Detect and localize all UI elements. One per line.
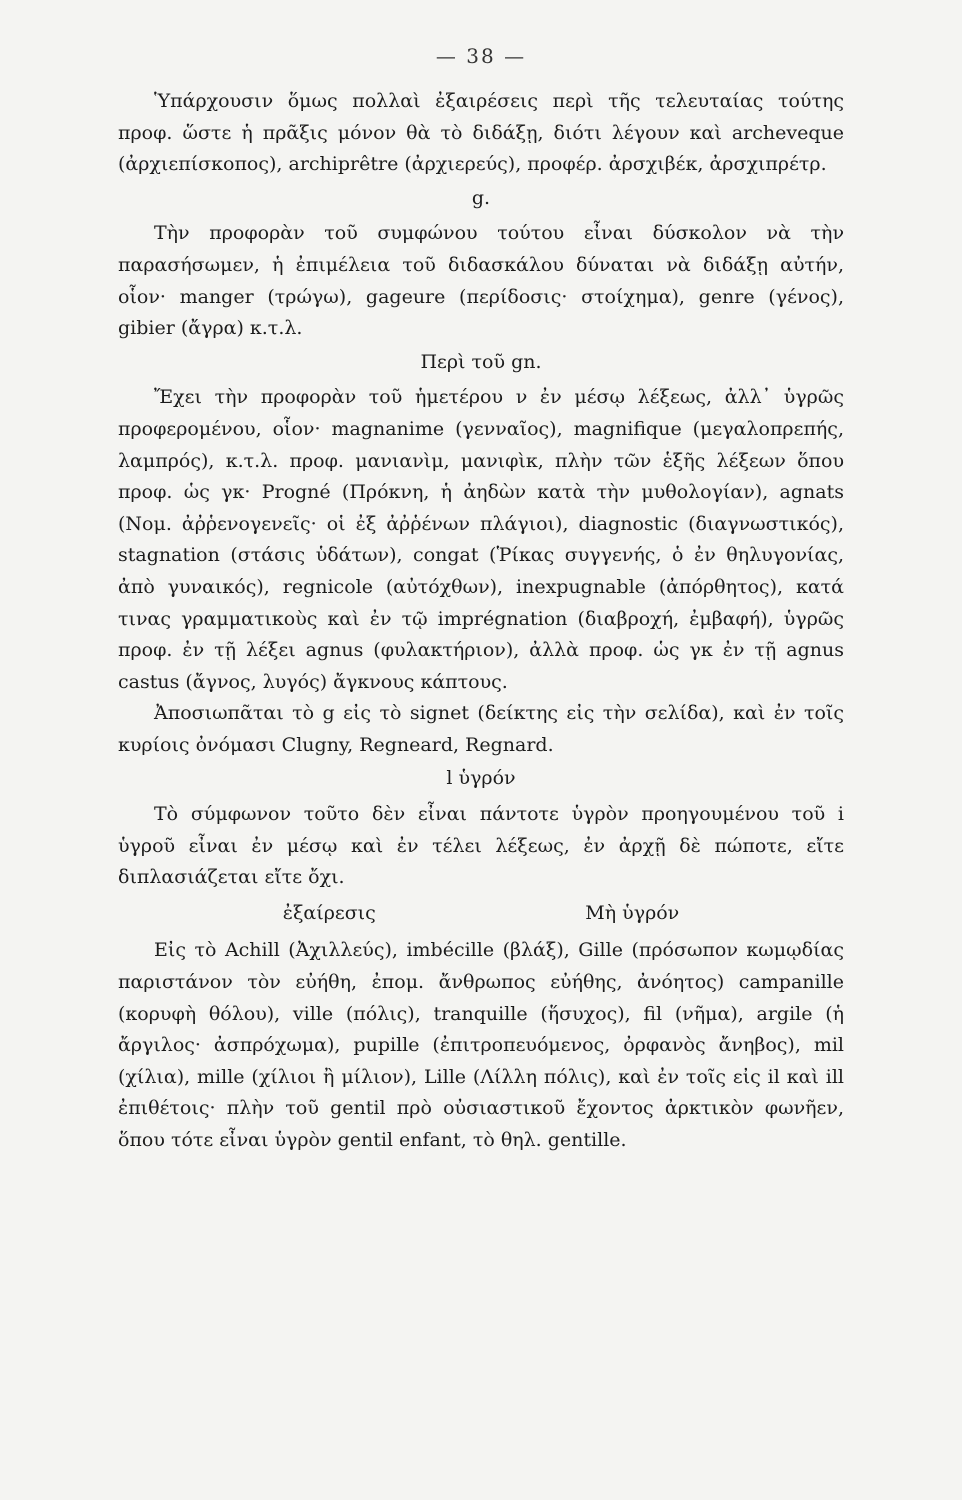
gn-paragraph-2: Ἀποσιωπᾶται τὸ g εἰς τὸ signet (δείκτης εἰς τὴν σελίδα), καὶ ἐν τοῖς κυρίοις ὀνόμασι Clugny, Regneard, Regnard. [118, 702, 844, 756]
l-paragraph: Τὸ σύμφωνον τοῦτο δὲν εἶναι πάντοτε ὑγρὸν προηγουμένου τοῦ i ὑγροῦ εἶναι ἐν μέσῳ καὶ ἐν τέλει λέξεως, ἐν ἀρχῇ δὲ πώποτε, εἴτε διπλασιάζεται εἴτε ὄχι. [118, 803, 844, 889]
section-heading-l: l ὑγρόν [446, 767, 516, 790]
exceptions-paragraph: Εἰς τὸ Achill (Ἀχιλλεύς), imbécille (βλάξ), Gille (πρόσωπον κωμῳδίας παριστάνον τὸν εὐήθη, ἐπομ. ἄνθρωπος εὐήθης, ἀνόητος) campanille (κορυφὴ θόλου), ville (πόλις), tranquille (ἥσυχος), fil (νῆμα), argile (ἡ ἄργιλος· ἀσπρόχωμα), pupille (ἐπιτροπευόμενος, ὀρφανὸς ἄνηβος), mil (χίλια), mille (χίλιοι ἢ μίλιον), Lille (Λίλλη πόλις), καὶ ἐν τοῖς εἰς il καὶ ill ἐπιθέτοις· πλὴν τοῦ gentil πρὸ οὐσιαστικοῦ ἔχοντος ἀρκτικὸν φωνῆεν, ὅπου τότε εἶναι ὑγρὸν gentil enfant, τὸ θηλ. gentille. [118, 939, 844, 1151]
exception-headings [178, 898, 784, 930]
section-heading-gn: Περὶ τοῦ gn. [420, 350, 542, 373]
g-paragraph: Τὴν προφορὰν τοῦ συμφώνου τούτου εἶναι δύσκολον νὰ τὴν παρασήσωμεν, ἡ ἐπιμέλεια τοῦ διδασκάλου δύναται νὰ διδάξῃ αὐτήν, οἷον· manger (τρώγω), gageure (περίδοσις· στοίχημα), genre (γένος), gibier (ἄγρα) κ.τ.λ. [118, 222, 844, 340]
exception-heading: ἐξαίρεσις [282, 901, 376, 924]
section-heading-g: g. [471, 186, 491, 209]
gn-paragraph: Ἔχει τὴν προφορὰν τοῦ ἡμετέρου ν ἐν μέσῳ λέξεως, ἀλλ᾽ ὑγρῶς προφερομένου, οἷον· magnanime (γενναῖος), magnifique (μεγαλοπρεπής, λαμπρός), κ.τ.λ. προφ. μανιανὶμ, μανιφὶκ, πλὴν τῶν ἑξῆς λέξεων ὅπου προφ. ὡς γκ· Progné (Πρόκνη, ἡ ἀηδὼν κατὰ τὴν μυθολογίαν), agnats (Νομ. ἀῤῥενογενεῖς· οἱ ἐξ ἀῤῥένων πλάγιοι), diagnostic (διαγνωστικός), stagnation (στάσις ὑδάτων), congat (Ῥίκας συγγενής, ὁ ἐν θηλυγονίας, ἀπὸ γυναικός), regnicole (αὐτόχθων), inexpugnable (ἀπόρθητος), κατά τινας γραμματικοὺς καὶ ἐν τῷ imprégnation (διαβροχή, ἐμβαφή), ὑγρῶς προφ. ἐν τῇ λέξει agnus (φυλακτήριον), ἀλλὰ προφ. ὡς γκ ἐν τῇ agnus castus (ἄγνος, λυγός) ἄγκνους κάπτους. [118, 386, 844, 693]
intro-paragraph: Ὑπάρχουσιν ὅμως πολλαὶ ἐξαιρέσεις περὶ τῆς τελευταίας τούτης προφ. ὥστε ἡ πρᾶξις μόνον θὰ τὸ διδάξῃ, διότι λέγουν καὶ archeveque (ἀρχιεπίσκοπος), archiprêtre (ἀρχιερεύς), προφέρ. ἀρσχιβέκ, ἀρσχιπρέτρ. [118, 90, 844, 176]
page-number: — 38 — [435, 44, 527, 68]
not-liquid-heading: Μὴ ὑγρόν [585, 901, 680, 924]
